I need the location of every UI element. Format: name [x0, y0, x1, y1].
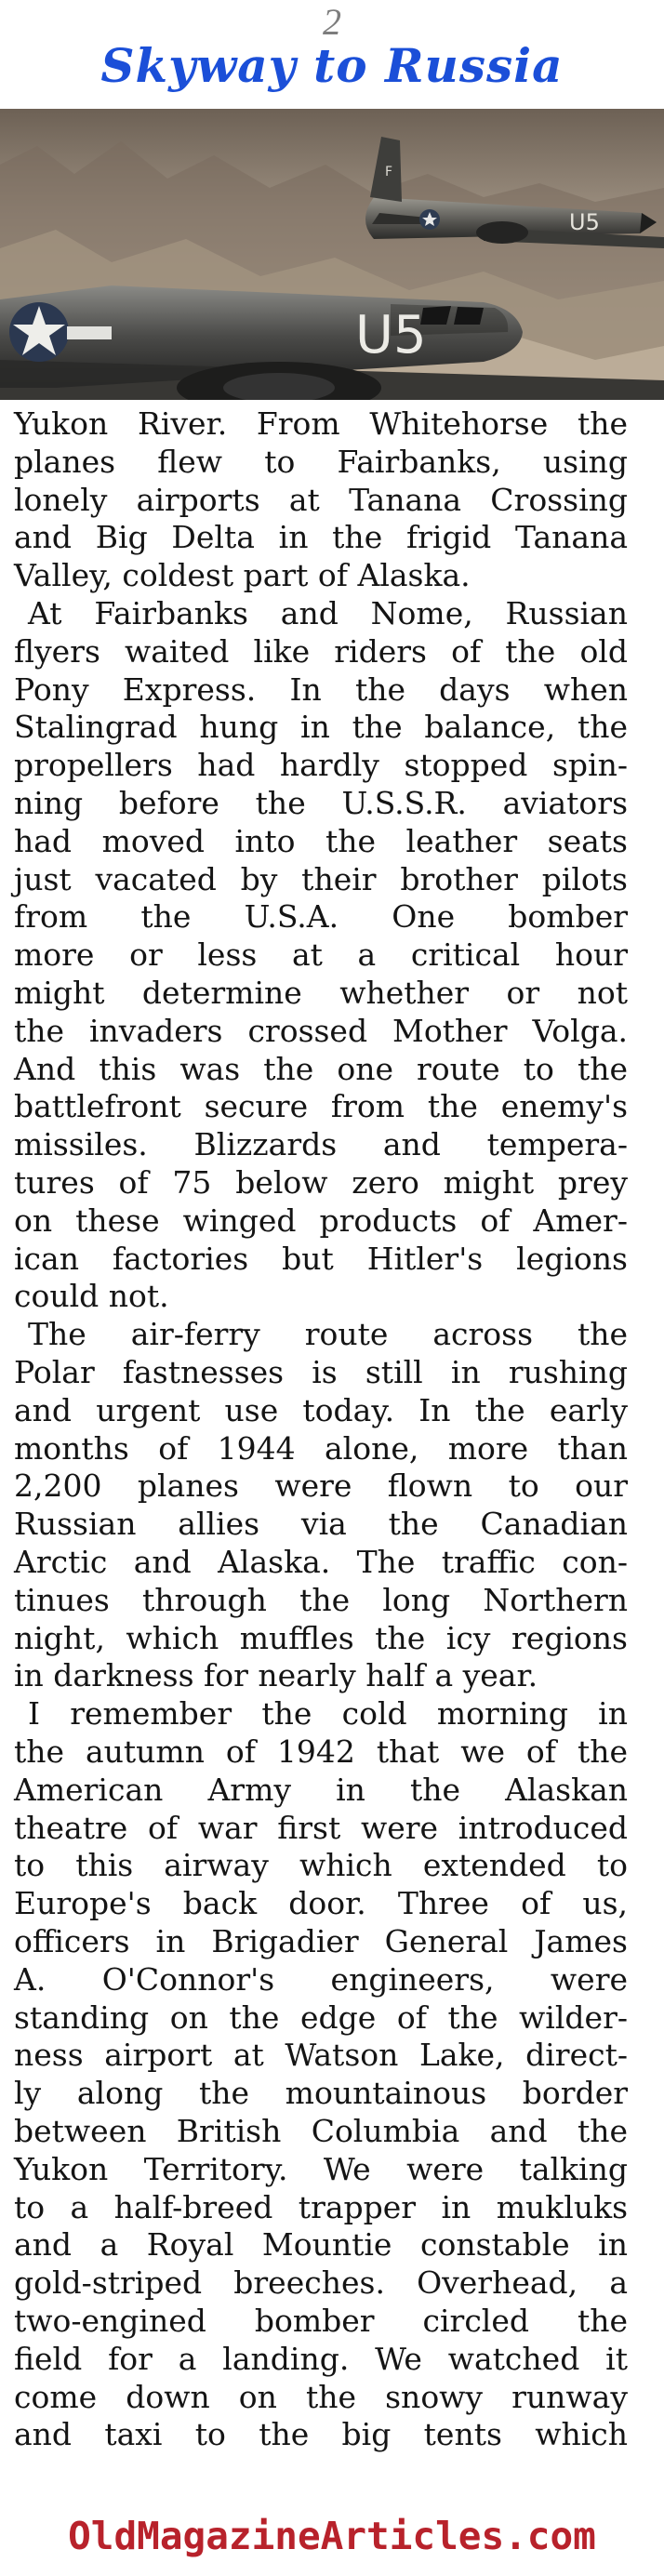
article-line: standing on the edge of the wilder- [14, 1998, 628, 2036]
article-line: on these winged products of Amer- [14, 1202, 628, 1239]
page-number: 2 [323, 1, 341, 43]
plane-2-tail-letter: F [385, 165, 393, 179]
article-line: could not. [14, 1278, 169, 1315]
article-line: planes flew to Fairbanks, using [14, 443, 628, 480]
article-line: Europe's back door. Three of us, [14, 1885, 628, 1922]
article-line: and a Royal Mountie constable in [14, 2226, 628, 2264]
article-line: night, which muffles the icy regions [14, 1619, 628, 1656]
article-line: Yukon River. From Whitehorse the [14, 405, 628, 442]
article-body [0, 405, 664, 2461]
site-watermark: OldMagazineArticles.com [68, 2514, 596, 2558]
article-line: officers in Brigadier General James [14, 1923, 628, 1959]
article-line: And this was the one route to the [14, 1050, 628, 1087]
article-line: tures of 75 below zero might prey [14, 1164, 628, 1201]
article-line: and urgent use today. In the early [14, 1391, 628, 1428]
article-line: propellers had hardly stopped spin- [14, 747, 628, 784]
article-line: flyers waited like riders of the old [14, 632, 628, 670]
article-line: 2,200 planes were flown to our [14, 1467, 628, 1505]
article-line: Polar fastnesses is still in rushing [14, 1354, 628, 1390]
article-line: Stalingrad hung in the balance, the [14, 709, 628, 746]
article-line: to a half-breed trapper in mukluks [14, 2188, 628, 2225]
article-line: had moved into the leather seats [14, 822, 628, 859]
article-title: Skyway to Russia [100, 38, 564, 93]
article-line: more or less at a critical hour [14, 936, 628, 974]
article-line: missiles. Blizzards and tempera- [14, 1126, 628, 1163]
plane-2-marking: U5 [569, 209, 600, 235]
article-line: and taxi to the big tents which [14, 2416, 628, 2453]
aircraft-photo [0, 109, 664, 400]
article-line: between British Columbia and the [14, 2113, 628, 2149]
article-line: Yukon Territory. We were talking [14, 2150, 628, 2187]
article-line: the autumn of 1942 that we of the [14, 1733, 628, 1770]
article-line: from the U.S.A. One bomber [14, 898, 628, 936]
article-line: field for a landing. We watched it [14, 2340, 628, 2377]
article-line: ly along the mountainous border [14, 2075, 628, 2112]
article-line: lonely airports at Tanana Crossing [14, 481, 628, 518]
article-line: the invaders crossed Mother Volga. [14, 1012, 628, 1049]
article-line: ning before the U.S.S.R. aviators [14, 785, 628, 821]
article-line: come down on the snowy runway [14, 2378, 628, 2415]
article-line: in darkness for nearly half a year. [14, 1657, 538, 1694]
article-line: to this airway which extended to [14, 1847, 628, 1884]
article-line: American Army in the Alaskan [14, 1771, 628, 1808]
article-line: months of 1944 alone, more than [14, 1429, 628, 1467]
article-line: A. O'Connor's engineers, were [14, 1960, 628, 1998]
article-line: The air-ferry route across the [28, 1316, 628, 1353]
article-line: ness airport at Watson Lake, direct- [14, 2037, 628, 2074]
article-line: gold-striped breeches. Overhead, a [14, 2264, 628, 2302]
article-line: I remember the cold morning in [28, 1695, 628, 1733]
article-line: ican factories but Hitler's legions [14, 1240, 628, 1277]
article-line: Pony Express. In the days when [14, 671, 628, 708]
article-line: Russian allies via the Canadian [14, 1506, 628, 1543]
article-line: tinues through the long Northern [14, 1581, 628, 1618]
article-line: theatre of war first were introduced [14, 1809, 628, 1846]
plane-1-marking: U5 [355, 305, 427, 365]
article-line: Valley, coldest part of Alaska. [14, 557, 471, 594]
article-line: battlefront secure from the enemy's [14, 1088, 628, 1125]
article-line: Arctic and Alaska. The traffic con- [14, 1544, 628, 1580]
article-line: and Big Delta in the frigid Tanana [14, 519, 628, 556]
article-line: two-engined bomber circled the [14, 2303, 628, 2339]
article-line: might determine whether or not [14, 975, 628, 1011]
article-line: At Fairbanks and Nome, Russian [28, 595, 628, 631]
article-line: just vacated by their brother pilots [14, 860, 628, 897]
